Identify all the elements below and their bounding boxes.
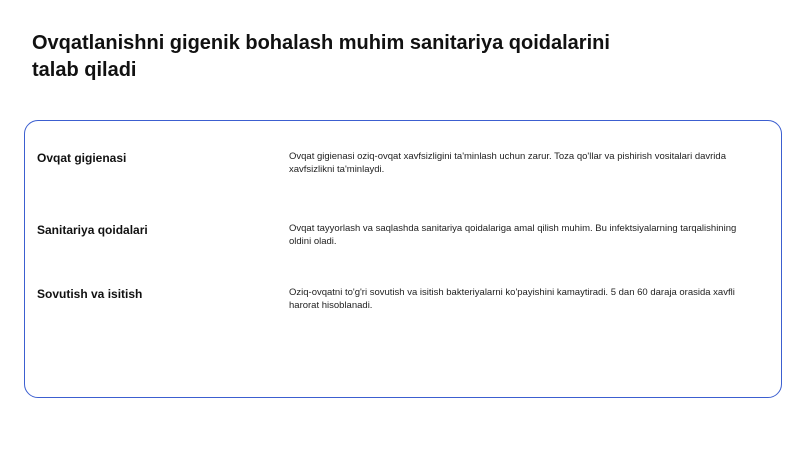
row-description: Oziq-ovqatni to'g'ri sovutish va isitish bakteriyalarni ko'payishini kamaytiradi. 5 dan 60 daraja orasida xavfli harorat hisoblanadi. <box>289 287 735 311</box>
info-card <box>24 120 782 398</box>
row-term: Sovutish va isitish <box>37 287 143 301</box>
row-term: Ovqat gigienasi <box>37 151 127 165</box>
row-description: Ovqat gigienasi oziq-ovqat xavfsizligini ta'minlash uchun zarur. Toza qo'llar va pishirish vositalari davrida xavfsizlikni ta'minlaydi. <box>289 151 726 175</box>
row-description: Ovqat tayyorlash va saqlashda sanitariya qoidalariga amal qilish muhim. Bu infektsiyalarning tarqalishining oldini oladi. <box>289 223 737 247</box>
slide-title: Ovqatlanishni gigenik bohalash muhim sanitariya qoidalarini talab qiladi <box>32 32 610 81</box>
row-term: Sanitariya qoidalari <box>37 223 148 237</box>
